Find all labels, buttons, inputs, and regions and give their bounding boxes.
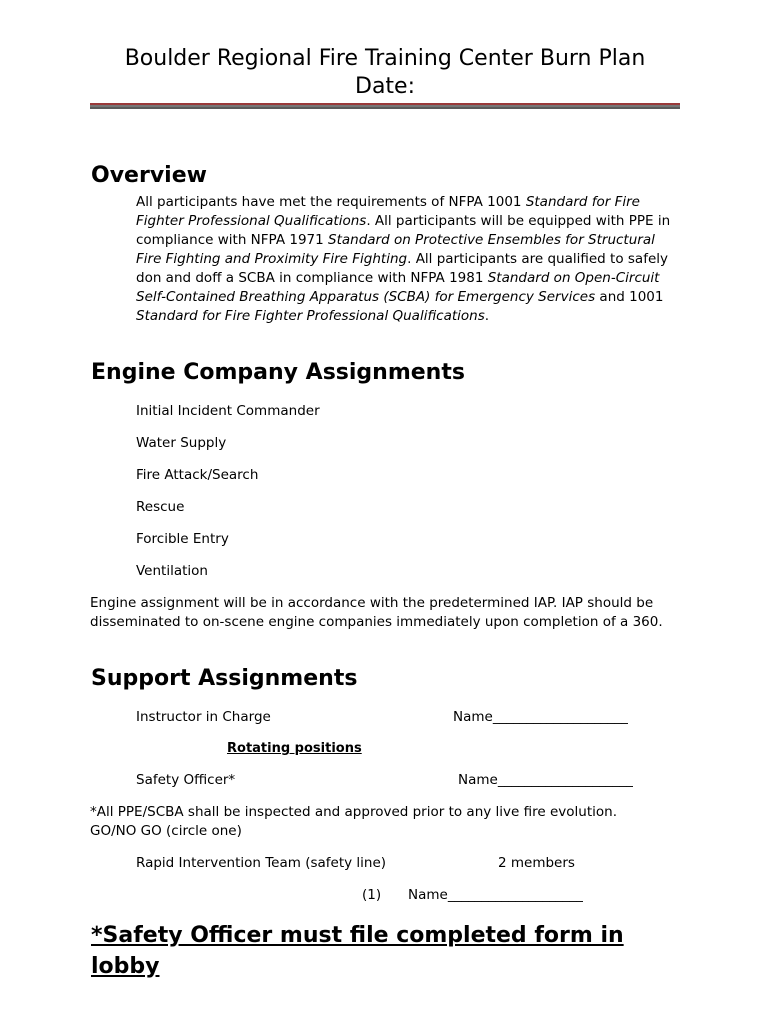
name-blank: ____________________ — [492, 709, 628, 725]
name-label: Name — [458, 772, 498, 788]
title-date: Date: — [355, 74, 415, 99]
engine-item-water-supply: Water Supply — [136, 435, 227, 451]
safety-officer-label: Safety Officer* — [136, 772, 236, 788]
name-label: Name — [453, 709, 493, 725]
engine-item-incident-commander: Initial Incident Commander — [136, 403, 320, 419]
overview-italic-4: Standard for Fire Fighter Professional Qualifications — [136, 308, 485, 324]
engine-item-rescue: Rescue — [136, 499, 185, 515]
title-divider — [90, 103, 680, 109]
overview-italic-1: Standard for Fire Fighter Professional Qualifications — [136, 194, 640, 229]
rit-name-field[interactable]: Name____________________ — [408, 887, 583, 903]
ppe-note: *All PPE/SCBA shall be inspected and approved prior to any live fire evolution. — [90, 804, 617, 820]
rit-number: (1) — [362, 887, 382, 903]
instructor-name-field[interactable] — [453, 708, 628, 727]
overview-text-5: . — [484, 308, 490, 324]
overview-paragraph — [136, 193, 676, 326]
support-heading: Support Assignments — [91, 666, 358, 691]
safety-officer-callout: *Safety Officer must file completed form in lobby — [91, 923, 624, 979]
rit-label: Rapid Intervention Team (safety line) — [136, 855, 387, 871]
overview-heading: Overview — [91, 163, 207, 188]
title-line-1: Boulder Regional Fire Training Center Burn Plan — [124, 46, 646, 71]
overview-italic-2: Standard on Protective Ensembles for Structural Fire Fighting and Proximity Fire Fighting — [136, 232, 655, 267]
engine-item-ventilation: Ventilation — [136, 563, 208, 579]
overview-text-1: All participants have met the requirements of NFPA 1001 — [136, 194, 526, 210]
go-no-go: GO/NO GO (circle one) — [90, 823, 242, 839]
overview-text-3: . All participants are qualified to safely don and doff a SCBA in compliance with NFPA 1981 — [136, 251, 668, 286]
rit-members: 2 members — [498, 855, 575, 871]
rotating-positions-label: Rotating positions — [227, 741, 362, 756]
safety-officer-name-field[interactable] — [458, 771, 633, 790]
instructor-label: Instructor in Charge — [136, 709, 271, 725]
overview-text-2: . All participants will be equipped with PPE in compliance with NFPA 1971 — [136, 213, 671, 248]
engine-item-forcible-entry: Forcible Entry — [136, 531, 229, 547]
overview-text-4: and 1001 — [595, 289, 664, 305]
name-blank: ____________________ — [497, 772, 633, 788]
overview-italic-3: Standard on Open-Circuit Self-Contained Breathing Apparatus (SCBA) for Emergency Services — [136, 270, 660, 305]
engine-heading: Engine Company Assignments — [91, 360, 465, 385]
engine-item-fire-attack: Fire Attack/Search — [136, 467, 259, 483]
document-title — [90, 45, 680, 101]
engine-note: Engine assignment will be in accordance with the predetermined IAP. IAP should be disseminated to on-scene engine companies immediately upon completion of a 360. — [90, 595, 663, 630]
